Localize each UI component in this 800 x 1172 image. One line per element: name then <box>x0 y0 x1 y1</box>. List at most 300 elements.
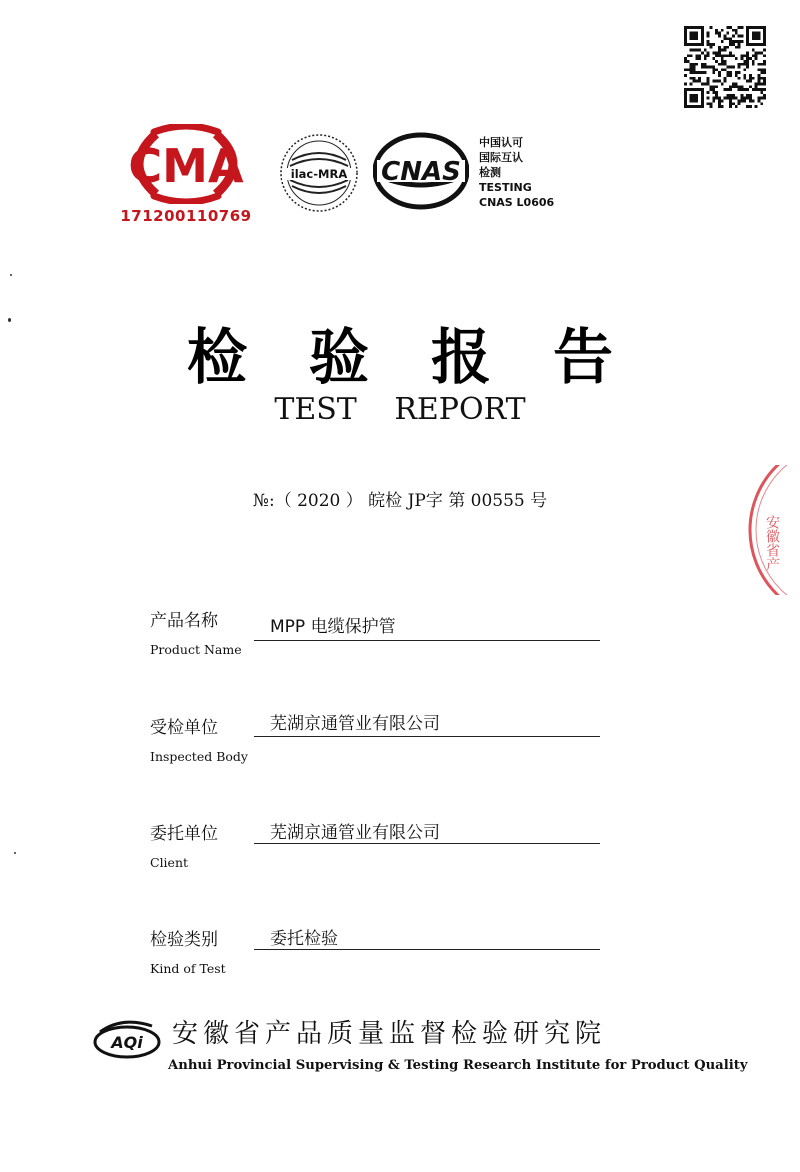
qr-module <box>741 97 744 100</box>
qr-module <box>707 51 710 54</box>
qr-module <box>718 49 721 52</box>
qr-module <box>738 46 741 49</box>
inspected-body-value: 芜湖京通管业有限公司 <box>270 714 440 734</box>
qr-module <box>718 54 721 57</box>
qr-module <box>692 49 695 52</box>
stamp-text: 安徽省产 <box>764 515 780 571</box>
qr-module <box>743 77 746 80</box>
qr-module <box>760 63 763 66</box>
inspected-body-label-en: Inspected Body <box>150 749 248 764</box>
qr-module <box>749 100 752 103</box>
qr-module <box>732 102 735 105</box>
qr-module <box>735 57 738 60</box>
qr-module <box>763 97 766 100</box>
qr-module <box>721 49 724 52</box>
qr-module <box>698 57 701 60</box>
cnas-line: TESTING <box>479 181 532 194</box>
qr-module <box>738 34 741 37</box>
client-label: 委托单位 <box>150 824 218 844</box>
qr-module <box>687 54 690 57</box>
qr-module <box>729 71 732 74</box>
qr-module <box>729 97 732 100</box>
qr-module <box>721 105 724 108</box>
qr-module <box>760 77 763 80</box>
qr-module <box>718 80 721 83</box>
qr-module <box>729 54 732 57</box>
qr-module <box>726 66 729 69</box>
product-name-label-en: Product Name <box>150 642 242 657</box>
qr-module <box>724 34 727 37</box>
qr-module <box>741 63 744 66</box>
qr-module <box>758 63 761 66</box>
cma-logo <box>118 124 254 204</box>
qr-module <box>729 105 732 108</box>
qr-module <box>755 105 758 108</box>
qr-module <box>690 66 693 69</box>
qr-module <box>715 91 718 94</box>
qr-module <box>743 68 746 71</box>
qr-module <box>758 100 761 103</box>
qr-module <box>741 94 744 97</box>
qr-module <box>735 32 738 35</box>
qr-module <box>701 83 704 86</box>
qr-module <box>718 32 721 35</box>
qr-module <box>763 77 766 80</box>
qr-module <box>746 94 749 97</box>
qr-module <box>738 63 741 66</box>
qr-module <box>724 63 727 66</box>
qr-module <box>707 43 710 46</box>
red-seal-stamp <box>740 465 800 595</box>
qr-module <box>738 26 741 29</box>
qr-module <box>726 74 729 77</box>
qr-module <box>698 71 701 74</box>
qr-module <box>743 60 746 63</box>
qr-module <box>746 54 749 57</box>
kind-of-test-label-en: Kind of Test <box>150 961 226 976</box>
qr-module <box>718 105 721 108</box>
qr-module <box>735 71 738 74</box>
qr-module <box>729 66 732 69</box>
qr-module <box>729 43 732 46</box>
qr-module <box>690 83 693 86</box>
qr-module <box>752 60 755 63</box>
qr-module <box>732 66 735 69</box>
qr-module <box>741 34 744 37</box>
qr-module <box>704 57 707 60</box>
qr-module <box>715 29 718 32</box>
qr-module <box>738 43 741 46</box>
qr-module <box>758 97 761 100</box>
qr-module <box>726 32 729 35</box>
qr-module <box>755 88 758 91</box>
qr-module <box>729 40 732 43</box>
scan-speck <box>14 852 16 854</box>
qr-module <box>709 43 712 46</box>
qr-module <box>735 105 738 108</box>
qr-module <box>732 34 735 37</box>
qr-module <box>758 68 761 71</box>
qr-module <box>712 66 715 69</box>
qr-module <box>715 97 718 100</box>
qr-module <box>729 37 732 40</box>
qr-module <box>732 85 735 88</box>
scan-speck <box>8 318 11 322</box>
qr-module <box>741 100 744 103</box>
institute-name-chinese: 安徽省产品质量监督检验研究院 <box>172 1019 607 1049</box>
qr-module <box>707 66 710 69</box>
qr-module <box>712 80 715 83</box>
qr-module <box>746 60 749 63</box>
kind-of-test-label: 检验类别 <box>150 930 218 950</box>
qr-module <box>743 97 746 100</box>
qr-module <box>749 97 752 100</box>
qr-module <box>729 51 732 54</box>
qr-module <box>738 77 741 80</box>
qr-module <box>715 94 718 97</box>
qr-module <box>758 74 761 77</box>
qr-module <box>704 83 707 86</box>
qr-module <box>715 60 718 63</box>
cma-number: 171200110769 <box>120 207 252 225</box>
qr-module <box>726 97 729 100</box>
report-number: №:（ 2020 ） 皖检 JP字 第 00555 号 <box>252 491 548 511</box>
qr-module <box>758 77 761 80</box>
qr-module <box>704 71 707 74</box>
qr-module <box>718 71 721 74</box>
qr-module <box>749 74 752 77</box>
qr-module <box>752 88 755 91</box>
qr-module <box>738 66 741 69</box>
qr-module <box>763 83 766 86</box>
qr-module <box>729 26 732 29</box>
qr-module <box>721 29 724 32</box>
cnas-accreditation-text <box>479 135 559 210</box>
qr-module <box>729 85 732 88</box>
qr-module <box>746 51 749 54</box>
qr-module <box>749 57 752 60</box>
qr-module <box>729 100 732 103</box>
qr-module <box>690 94 698 102</box>
client-value: 芜湖京通管业有限公司 <box>270 823 440 843</box>
qr-module <box>760 51 763 54</box>
qr-module <box>690 71 693 74</box>
qr-module <box>692 66 695 69</box>
qr-module <box>692 77 695 80</box>
qr-module <box>729 74 732 77</box>
qr-module <box>755 85 758 88</box>
qr-module <box>704 49 707 52</box>
qr-module <box>707 83 710 86</box>
qr-module <box>724 80 727 83</box>
qr-module <box>726 46 729 49</box>
qr-module <box>684 74 687 77</box>
qr-module <box>760 88 763 91</box>
qr-module <box>712 100 715 103</box>
qr-module <box>743 63 746 66</box>
qr-module <box>732 97 735 100</box>
qr-module <box>758 51 761 54</box>
qr-module <box>721 68 724 71</box>
qr-module <box>763 60 766 63</box>
qr-module <box>741 88 744 91</box>
qr-module <box>684 60 687 63</box>
qr-module <box>690 54 693 57</box>
qr-module <box>695 63 698 66</box>
qr-module <box>707 80 710 83</box>
qr-module <box>735 40 738 43</box>
qr-module <box>743 74 746 77</box>
qr-module <box>718 97 721 100</box>
qr-module <box>741 40 744 43</box>
qr-module <box>690 68 693 71</box>
qr-module <box>732 40 735 43</box>
ilac-mra-logo <box>278 132 360 214</box>
qr-module <box>749 85 752 88</box>
qr-module <box>746 105 749 108</box>
qr-module <box>738 88 741 91</box>
qr-module <box>760 102 763 105</box>
qr-module <box>758 88 761 91</box>
qr-module <box>746 97 749 100</box>
kind-of-test-value: 委托检验 <box>270 929 338 949</box>
qr-module <box>746 80 749 83</box>
qr-module <box>695 80 698 83</box>
qr-module <box>758 80 761 83</box>
qr-module <box>763 88 766 91</box>
qr-module <box>690 32 698 40</box>
qr-module <box>738 100 741 103</box>
product-name-underline <box>254 640 600 641</box>
qr-module <box>684 83 687 86</box>
qr-module <box>746 63 749 66</box>
qr-module <box>763 80 766 83</box>
qr-module <box>743 88 746 91</box>
qr-module <box>763 54 766 57</box>
qr-module <box>724 77 727 80</box>
qr-module <box>735 74 738 77</box>
qr-module <box>732 43 735 46</box>
qr-module <box>758 83 761 86</box>
qr-module <box>712 88 715 91</box>
qr-module <box>701 51 704 54</box>
cnas-mark-text: CNAS <box>381 157 461 187</box>
qr-module <box>724 97 727 100</box>
qr-module <box>735 46 738 49</box>
qr-module <box>749 94 752 97</box>
qr-module <box>724 46 727 49</box>
qr-module <box>763 94 766 97</box>
qr-module <box>707 32 710 35</box>
aqi-logo-text: AQi <box>111 1033 143 1052</box>
qr-module <box>738 85 741 88</box>
qr-module <box>718 46 721 49</box>
qr-module <box>707 102 710 105</box>
cnas-logo <box>373 132 469 210</box>
qr-module <box>709 85 712 88</box>
qr-module <box>707 91 710 94</box>
qr-module <box>755 51 758 54</box>
cnas-line: 中国认可 <box>479 136 523 149</box>
qr-module <box>726 71 729 74</box>
institute-name-english: Anhui Provincial Supervising & Testing Research Institute for Product Quality <box>168 1058 748 1073</box>
qr-module <box>687 60 690 63</box>
qr-module <box>712 91 715 94</box>
qr-module <box>712 85 715 88</box>
qr-module <box>746 57 749 60</box>
qr-module <box>712 71 715 74</box>
qr-module <box>749 80 752 83</box>
cnas-line: 国际互认 <box>479 151 523 164</box>
qr-module <box>709 88 712 91</box>
qr-module <box>749 105 752 108</box>
client-underline <box>254 843 600 844</box>
qr-module <box>752 32 760 40</box>
cnas-line: CNAS L0606 <box>479 196 555 209</box>
qr-module <box>763 63 766 66</box>
qr-module <box>726 54 729 57</box>
qr-module <box>721 100 724 103</box>
qr-module <box>763 49 766 52</box>
qr-module <box>729 94 732 97</box>
qr-module <box>738 71 741 74</box>
qr-module <box>741 57 744 60</box>
qr-module <box>698 80 701 83</box>
qr-module <box>743 100 746 103</box>
qr-module <box>712 97 715 100</box>
qr-module <box>735 85 738 88</box>
qr-module <box>698 77 701 80</box>
qr-module <box>704 54 707 57</box>
qr-module <box>687 68 690 71</box>
qr-module <box>760 71 763 74</box>
qr-module <box>738 40 741 43</box>
qr-module <box>690 49 693 52</box>
qr-module <box>715 54 718 57</box>
qr-module <box>721 63 724 66</box>
qr-module <box>698 49 701 52</box>
qr-module <box>749 77 752 80</box>
qr-module <box>715 32 718 35</box>
report-title-english: TEST REPORT <box>274 392 526 427</box>
qr-module <box>707 54 710 57</box>
qr-module <box>724 60 727 63</box>
qr-module <box>741 26 744 29</box>
qr-module <box>729 88 732 91</box>
qr-module <box>704 66 707 69</box>
qr-module <box>709 66 712 69</box>
qr-module <box>721 60 724 63</box>
qr-module <box>721 57 724 60</box>
ilac-mark-text: ilac-MRA <box>290 167 348 181</box>
qr-module <box>709 102 712 105</box>
qr-module <box>726 37 729 40</box>
qr-module <box>721 40 724 43</box>
qr-module <box>701 66 704 69</box>
qr-module <box>695 71 698 74</box>
cnas-line: 检测 <box>479 166 501 179</box>
qr-module <box>707 97 710 100</box>
qr-module <box>735 83 738 86</box>
qr-module <box>715 68 718 71</box>
qr-module <box>752 100 755 103</box>
inspected-body-underline <box>254 736 600 737</box>
qr-module <box>746 88 749 91</box>
qr-module <box>712 43 715 46</box>
qr-module <box>709 26 712 29</box>
qr-module <box>692 71 695 74</box>
qr-module <box>724 54 727 57</box>
qr-module <box>732 94 735 97</box>
qr-module <box>692 68 695 71</box>
qr-module <box>701 71 704 74</box>
qr-module <box>763 68 766 71</box>
inspected-body-label: 受检单位 <box>150 718 218 738</box>
qr-module <box>752 63 755 66</box>
qr-module <box>684 57 687 60</box>
qr-module <box>709 46 712 49</box>
qr-module <box>735 29 738 32</box>
qr-module <box>746 66 749 69</box>
qr-module <box>707 34 710 37</box>
qr-module <box>755 57 758 60</box>
qr-module <box>695 54 698 57</box>
qr-module <box>718 51 721 54</box>
qr-module <box>690 63 693 66</box>
qr-module <box>712 57 715 60</box>
qr-module <box>743 54 746 57</box>
qr-module <box>712 68 715 71</box>
kind-of-test-underline <box>254 949 600 950</box>
qr-module <box>726 88 729 91</box>
aqi-logo <box>92 1018 162 1062</box>
qr-module <box>752 77 755 80</box>
qr-module <box>684 68 687 71</box>
qr-module <box>707 77 710 80</box>
qr-module <box>718 102 721 105</box>
qr-module <box>760 83 763 86</box>
qr-module <box>715 51 718 54</box>
qr-module <box>760 68 763 71</box>
qr-module <box>715 80 718 83</box>
qr-module <box>732 29 735 32</box>
product-name-value: MPP 电缆保护管 <box>270 617 396 637</box>
qr-module <box>718 74 721 77</box>
qr-module <box>752 54 755 57</box>
qr-module <box>732 83 735 86</box>
qr-module <box>732 54 735 57</box>
qr-module <box>755 54 758 57</box>
qr-module <box>695 57 698 60</box>
qr-module <box>726 26 729 29</box>
qr-module <box>726 94 729 97</box>
qr-module <box>695 49 698 52</box>
qr-module <box>738 102 741 105</box>
qr-module <box>715 85 718 88</box>
qr-module <box>755 83 758 86</box>
qr-module <box>760 97 763 100</box>
qr-module <box>724 37 727 40</box>
qr-module <box>707 40 710 43</box>
qr-module <box>724 68 727 71</box>
qr-module <box>692 63 695 66</box>
qr-module <box>729 102 732 105</box>
client-label-en: Client <box>150 855 189 870</box>
cma-mark-text: CMA <box>128 139 244 193</box>
qr-module <box>724 49 727 52</box>
report-title-chinese: 检验报告 <box>187 323 675 393</box>
qr-module <box>692 80 695 83</box>
